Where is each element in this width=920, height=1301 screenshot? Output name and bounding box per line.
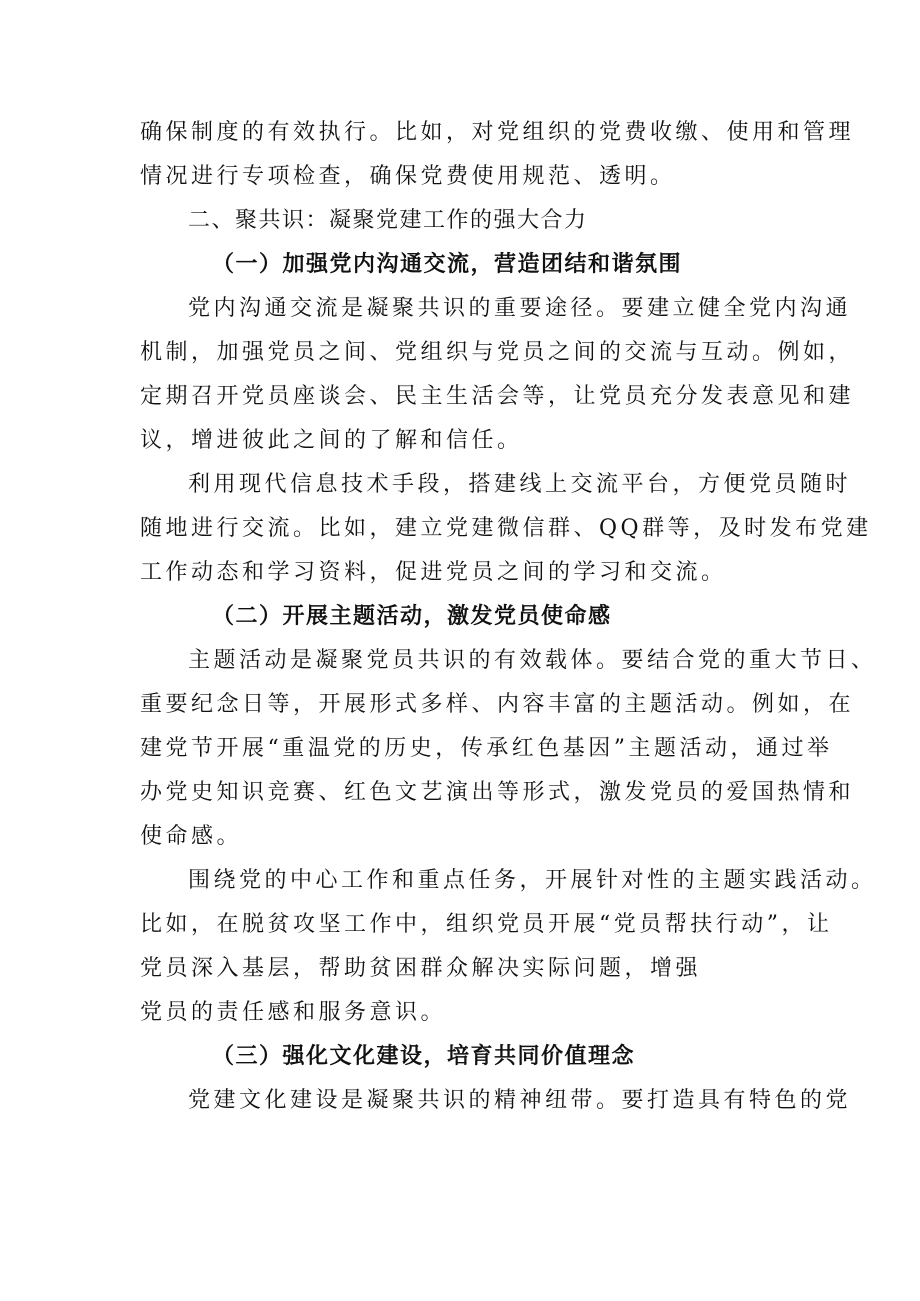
body-text-line: 确保制度的有效执行。比如，对党组织的党费收缴、使用和管理 (140, 120, 855, 145)
body-text-line: 主题活动是凝聚党员共识的有效载体。要结合党的重大节日、 (188, 648, 877, 673)
body-text-line: 比如，在脱贫攻坚工作中，组织党员开展“党员帮扶行动”，让 (140, 912, 833, 937)
body-text-line: 党内沟通交流是凝聚共识的重要途径。要建立健全党内沟通 (188, 296, 852, 321)
body-text-line: 机制，加强党员之间、党组织与党员之间的交流与互动。例如， (140, 340, 855, 365)
body-text-line: 情况进行专项检查，确保党费使用规范、透明。 (140, 164, 676, 189)
body-text-line: 随地进行交流。比如，建立党建微信群、QQ群等，及时发布党建 (140, 516, 872, 541)
body-text-line: 党建文化建设是凝聚共识的精神纽带。要打造具有特色的党 (188, 1088, 852, 1113)
body-text-line: 党员深入基层，帮助贫困群众解决实际问题，增强 (140, 956, 702, 981)
body-text-line: 定期召开党员座谈会、民主生活会等，让党员充分发表意见和建 (140, 384, 855, 409)
body-text-line: 利用现代信息技术手段，搭建线上交流平台，方便党员随时 (188, 472, 852, 497)
body-text-line: 办党史知识竞赛、红色文艺演出等形式，激发党员的爱国热情和 (140, 780, 855, 805)
subsection-heading: （一）加强党内沟通交流，营造团结和谐氛围 (212, 252, 683, 277)
subsection-heading: （二）开展主题活动，激发党员使命感 (212, 604, 612, 629)
body-text-line: 议，增进彼此之间的了解和信任。 (140, 428, 523, 453)
body-text-line: 建党节开展“重温党的历史，传承红色基因”主题活动，通过举 (140, 736, 833, 761)
section-heading: 二、聚共识：凝聚党建工作的强大合力 (188, 208, 588, 233)
body-text-line: 重要纪念日等，开展形式多样、内容丰富的主题活动。例如，在 (140, 692, 855, 717)
body-text-line: 围绕党的中心工作和重点任务，开展针对性的主题实践活动。 (188, 868, 877, 893)
body-text-line: 党员的责任感和服务意识。 (140, 1000, 447, 1025)
body-text-line: 使命感。 (140, 824, 243, 849)
subsection-heading: （三）强化文化建设，培育共同价值理念 (212, 1044, 636, 1069)
body-text-line: 工作动态和学习资料，促进党员之间的学习和交流。 (140, 560, 727, 585)
